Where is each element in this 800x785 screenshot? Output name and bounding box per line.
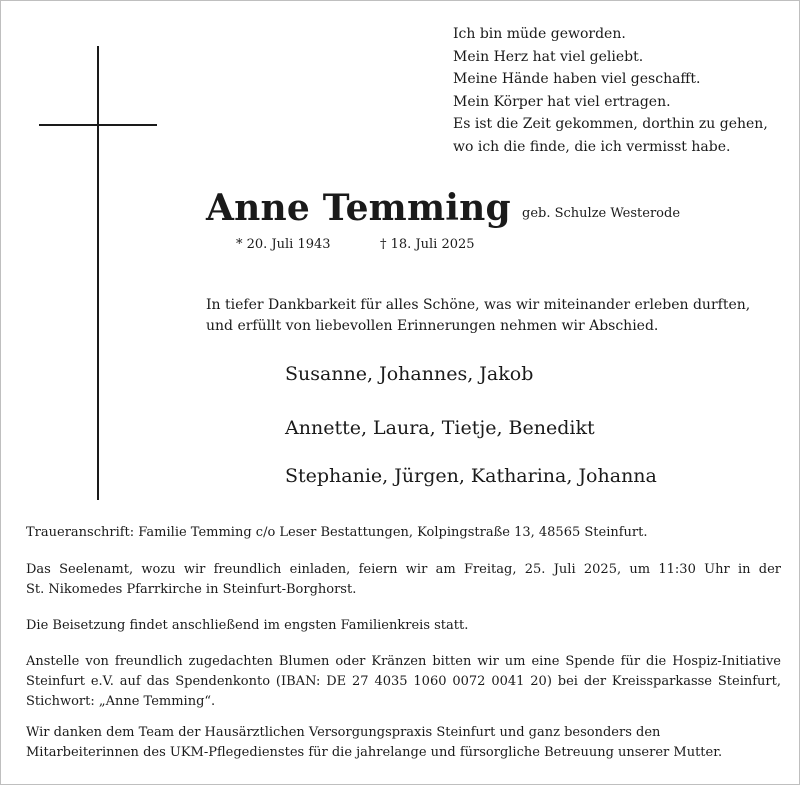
gratitude-line: und erfüllt von liebevollen Erinnerungen nehmen wir Abschied. (206, 318, 659, 334)
poem-line: Meine Hände haben viel geschafft. (453, 71, 701, 87)
poem-line: Ich bin müde geworden. (453, 26, 626, 42)
thanks-notice (26, 723, 781, 763)
maiden-name: geb. Schulze Westerode (522, 206, 681, 221)
mourning-address (26, 523, 781, 543)
donation-notice (26, 652, 781, 712)
burial-notice (26, 616, 781, 636)
poem-line: Mein Körper hat viel ertragen. (453, 93, 671, 110)
gratitude-line: In tiefer Dankbarkeit für alles Schöne, was wir miteinander erleben durften, (206, 297, 751, 313)
family-group: Susanne, Johannes, Jakob (285, 363, 534, 385)
deceased-name: Anne Temming (206, 187, 511, 229)
family-group: Annette, Laura, Tietje, Benedikt (285, 417, 595, 439)
birth-date: * 20. Juli 1943 (236, 237, 331, 252)
requiem-line: Das Seelenamt, wozu wir freundlich einladen, feiern wir am Freitag, 25. Juli 2025, um 11:30 Uhr in der (26, 562, 781, 577)
burial-line: Die Beisetzung findet anschließend im engsten Familienkreis statt. (26, 618, 469, 633)
address-line: Traueranschrift: Familie Temming c/o Leser Bestattungen, Kolpingstraße 13, 48565 Steinfurt. (26, 525, 648, 540)
requiem-line: St. Nikomedes Pfarrkirche in Steinfurt-Borghorst. (26, 582, 357, 597)
cross-horizontal-bar (39, 124, 157, 126)
donation-line: Anstelle von freundlich zugedachten Blumen oder Kränzen bitten wir um eine Spende für die Hospiz-Initiative (26, 654, 781, 669)
cross-vertical-bar (97, 46, 99, 500)
donation-line: Steinfurt e.V. auf das Spendenkonto (IBAN: DE 27 4035 1060 0072 0041 20) bei der Kreissparkasse Steinfurt, (26, 674, 781, 689)
family-group: Stephanie, Jürgen, Katharina, Johanna (285, 465, 657, 487)
death-date: † 18. Juli 2025 (380, 237, 475, 252)
requiem-notice (26, 560, 781, 600)
poem-line: wo ich die finde, die ich vermisst habe. (453, 138, 731, 155)
thanks-line: Wir danken dem Team der Hausärztlichen Versorgungspraxis Steinfurt und ganz besonders den (26, 725, 661, 740)
poem-line: Es ist die Zeit gekommen, dorthin zu gehen, (453, 116, 768, 132)
gratitude-text (206, 295, 786, 337)
thanks-line: Mitarbeiterinnen des UKM-Pflegedienstes für die jahrelange und fürsorgliche Betreuung unserer Mutter. (26, 745, 723, 760)
poem-line: Mein Herz hat viel geliebt. (453, 48, 644, 65)
poem (453, 23, 793, 158)
donation-line: Stichwort: „Anne Temming“. (26, 694, 216, 709)
